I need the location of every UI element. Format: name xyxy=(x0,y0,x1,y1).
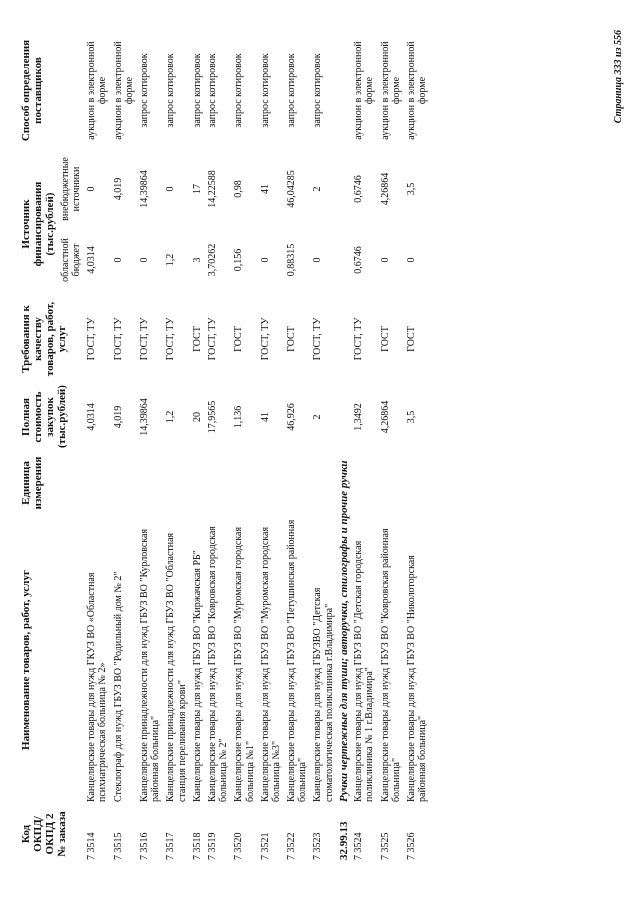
extrabudgetary: 14,22588 xyxy=(206,170,218,208)
header-requirements: Требования к качеству товаров, работ, услуг xyxy=(20,301,69,377)
header-unit: Единица измерения xyxy=(20,456,45,510)
total-cost: 46,926 xyxy=(286,403,298,431)
regional-budget: 0 xyxy=(312,257,324,263)
total-cost: 1,3492 xyxy=(353,403,365,431)
extrabudgetary: 2 xyxy=(312,186,324,192)
header-budget: областной бюджет xyxy=(60,238,83,282)
procurement-method: аукцион в электронной форме xyxy=(405,41,429,140)
regional-budget: 0 xyxy=(139,257,151,263)
procurement-method: запрос котировок xyxy=(233,53,245,128)
table-row xyxy=(231,28,257,863)
extrabudgetary: 0,6746 xyxy=(353,175,365,203)
table-row xyxy=(205,28,231,863)
total-cost: 3,5 xyxy=(405,410,417,424)
order-code: 7 3521 xyxy=(259,832,271,860)
order-code: 7 3515 xyxy=(112,832,124,860)
total-cost: 14,39864 xyxy=(139,398,151,436)
quality-requirements: ГОСТ, ТУ xyxy=(259,317,271,361)
item-name: Канцелярские товары для нужд ГКУЗ ВО «Областная психиатрическая больница № 2» xyxy=(86,572,109,802)
order-code: 7 3520 xyxy=(233,832,245,860)
table-row xyxy=(310,28,336,863)
regional-budget: 0,6746 xyxy=(353,246,365,274)
item-name: Канцелярские товары для нужд ГБУЗ ВО "Петушинская районная больница" xyxy=(286,519,309,802)
procurement-method: аукцион в электронной форме xyxy=(112,41,135,140)
regional-budget: 1,2 xyxy=(165,253,177,267)
total-cost: 2 xyxy=(312,414,324,420)
header-method: Способ определения поставщиков xyxy=(20,39,45,142)
header-code: Код ОКПД/ ОКПД 2 № заказа xyxy=(20,811,69,857)
total-cost: 1,136 xyxy=(233,405,245,429)
extrabudgetary: 4,019 xyxy=(112,177,124,201)
extrabudgetary: 41 xyxy=(259,184,271,194)
item-name: Канцелярские товары для нужд ГБУЗ ВО "Ковровская городская больница № 2" xyxy=(206,526,230,802)
order-code: 7 3523 xyxy=(312,832,324,860)
extrabudgetary: 0 xyxy=(86,186,98,192)
order-code: 7 3519 xyxy=(206,832,218,860)
procurement-method: аукцион в электронной форме xyxy=(86,41,109,140)
unit-cell xyxy=(205,451,231,515)
unit-cell xyxy=(310,451,336,515)
item-name: Канцелярские товары для нужд ГБУЗ ВО "Киржачская РБ" xyxy=(191,550,203,802)
quality-requirements: ГОСТ, ТУ xyxy=(353,317,365,361)
table-row xyxy=(137,28,163,863)
table-row xyxy=(284,28,310,863)
item-name: Канцелярские принадлежности для нужд ГБУЗ ВО "Курловская районная больница" xyxy=(139,528,162,802)
item-name: Канцелярские товары для нужд ГБУЗ ВО "Муромская городская больница №1" xyxy=(233,526,256,802)
unit-cell xyxy=(84,451,110,515)
procurement-method: запрос котировок xyxy=(165,53,177,128)
procurement-method: запрос котировок xyxy=(286,53,298,128)
table-row xyxy=(84,28,110,863)
item-name: Стеклограф для нужд ГБУЗ ВО "Родильный дом № 2" xyxy=(112,571,124,802)
extrabudgetary: 46,04285 xyxy=(286,170,298,208)
table-row xyxy=(404,28,430,863)
regional-budget: 3 xyxy=(191,257,203,263)
total-cost: 4,019 xyxy=(112,405,124,429)
unit-cell xyxy=(231,451,257,515)
quality-requirements: ГОСТ, ТУ xyxy=(206,317,218,361)
procurement-method: аукцион в электронной форме xyxy=(353,41,376,140)
procurement-method: аукцион в электронной форме xyxy=(379,41,402,140)
procurement-method: запрос котировок xyxy=(259,53,271,128)
table-body xyxy=(84,28,430,863)
unit-cell xyxy=(111,451,137,515)
quality-requirements: ГОСТ, ТУ xyxy=(312,317,324,361)
extrabudgetary: 0,98 xyxy=(233,180,245,198)
unit-cell xyxy=(163,451,189,515)
quality-requirements: ГОСТ, ТУ xyxy=(139,317,151,361)
header-cost: Полная стоимость закупок (тыс.рублей) xyxy=(20,385,69,448)
total-cost: 4,26864 xyxy=(379,400,391,434)
quality-requirements: ГОСТ xyxy=(233,326,245,352)
table-row xyxy=(163,28,189,863)
category-row xyxy=(337,28,351,863)
quality-requirements: ГОСТ xyxy=(405,326,417,352)
total-cost: 20 xyxy=(191,412,203,422)
order-code: 7 3525 xyxy=(379,832,391,860)
procurement-method: запрос котировок xyxy=(206,53,218,128)
extrabudgetary: 4,26864 xyxy=(379,172,391,206)
total-cost: 4,0314 xyxy=(86,403,98,431)
extrabudgetary: 3,5 xyxy=(405,182,417,196)
regional-budget: 0,88315 xyxy=(286,243,298,277)
quality-requirements: ГОСТ, ТУ xyxy=(86,317,98,361)
unit-cell xyxy=(351,451,377,515)
regional-budget: 3,70262 xyxy=(206,243,218,277)
regional-budget: 0 xyxy=(405,257,417,263)
table-row xyxy=(351,28,377,863)
item-name: Канцелярские товары для нужд ГБУЗ ВО "Муромская городская больница №3" xyxy=(259,526,282,802)
quality-requirements: ГОСТ xyxy=(379,326,391,352)
unit-cell xyxy=(137,451,163,515)
header-finance: Источник финансирования (тыс.рублей) xyxy=(20,181,57,267)
regional-budget: 0 xyxy=(112,257,124,263)
order-code: 7 3514 xyxy=(86,832,98,860)
procurement-method: запрос котировок xyxy=(191,53,203,128)
total-cost: 17,9565 xyxy=(206,400,218,434)
order-code: 7 3516 xyxy=(139,832,151,860)
item-name: Канцелярские товары для нужд ГБУЗ ВО "Николоторская районная больница" xyxy=(405,555,429,802)
table-row xyxy=(190,28,205,863)
header-name: Наименование товаров, работ, услуг xyxy=(20,570,32,750)
procurement-table xyxy=(18,28,430,863)
unit-cell xyxy=(284,451,310,515)
order-code: 7 3518 xyxy=(191,832,203,860)
item-name: Канцелярские принадлежности для нужд ГБУЗ ВО "Областная станция переливания крови" xyxy=(165,532,188,802)
item-name: Канцелярские товары для нужд ГБУЗ ВО "Ковровская районная больница" xyxy=(379,528,402,802)
order-code: 7 3524 xyxy=(353,832,365,860)
extrabudgetary: 0 xyxy=(165,186,177,192)
regional-budget: 0 xyxy=(379,257,391,263)
category-code: 32.99.13 xyxy=(337,821,350,860)
regional-budget: 0,156 xyxy=(233,248,245,272)
procurement-method: запрос котировок xyxy=(139,53,151,128)
header-extra: внебюджетные источники xyxy=(60,157,83,221)
unit-cell xyxy=(404,451,430,515)
quality-requirements: ГОСТ, ТУ xyxy=(165,317,177,361)
table-row xyxy=(258,28,284,863)
total-cost: 1,2 xyxy=(165,410,177,424)
table-row xyxy=(378,28,404,863)
total-cost: 41 xyxy=(259,412,271,422)
order-code: 7 3526 xyxy=(405,832,417,860)
item-name: Канцелярские товары для нужд ГБУЗВО "Детская стоматологическая поликлиника г.Владимира" xyxy=(312,587,335,802)
order-code: 7 3522 xyxy=(286,832,298,860)
procurement-method: запрос котировок xyxy=(312,53,324,128)
unit-cell xyxy=(378,451,404,515)
unit-cell xyxy=(190,451,205,515)
quality-requirements: ГОСТ xyxy=(286,326,298,352)
table-row xyxy=(111,28,137,863)
quality-requirements: ГОСТ, ТУ xyxy=(112,317,124,361)
extrabudgetary: 17 xyxy=(191,184,203,194)
regional-budget: 0 xyxy=(259,257,271,263)
order-code: 7 3517 xyxy=(165,832,177,860)
category-name: Ручки чертежные для туши; авторучки, стилографы и прочие ручки xyxy=(337,460,350,802)
extrabudgetary: 14,39864 xyxy=(139,170,151,208)
regional-budget: 4,0314 xyxy=(86,246,98,274)
unit-cell xyxy=(258,451,284,515)
quality-requirements: ГОСТ xyxy=(191,326,203,352)
item-name: Канцелярские товары для нужд ГБУЗ ВО "Детская городская поликлиника № 1 г.Владимира" xyxy=(353,540,376,802)
page-number: Страница 333 из 556 xyxy=(613,30,624,124)
